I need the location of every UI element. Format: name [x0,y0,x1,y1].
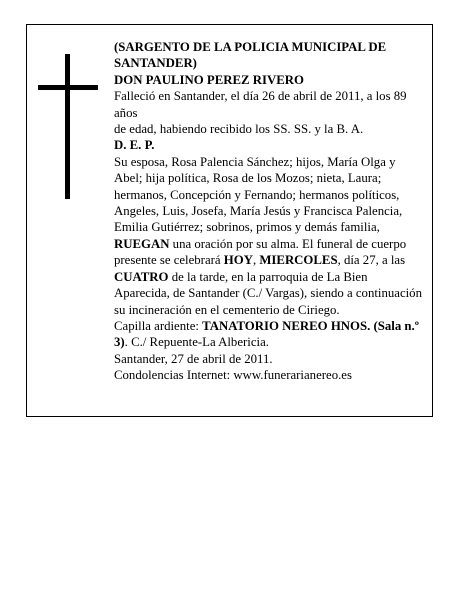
day-text: , día 27, a las [337,253,406,268]
deceased-name: DON PAULINO PEREZ RIVERO [114,72,304,87]
address-text: . C./ Repuente-La Albericia. [124,335,269,350]
hoy-word: HOY [223,253,253,268]
cross-horizontal-bar [38,85,98,90]
funeral-paragraph [114,236,422,318]
condolences-line: Condolencias Internet: www.funerarianereo.es [114,368,352,383]
capilla-line [114,318,422,351]
family-paragraph: Su esposa, Rosa Palencia Sánchez; hijos, María Olga y Abel; hija política, Rosa de los Mozos; nieta, Laura; hermanos, Concepción y Fernando; hermanos políticos, Angeles, Luis, Josefa, María Jesús y Francisca Palencia, Emilia Gutiérrez; sobrinos, primos y demás familia, [114,154,403,235]
cross-icon [38,54,98,199]
funeral-rest-text: de la tarde, en la parroquia de La Bien Aparecida, de Santander (C./ Vargas), siendo a continuación su incineración en el cementerio de Ciriego. [114,269,422,317]
tanatorio-name: TANATORIO NEREO HNOS. (Sala n.º 3) [114,318,419,350]
death-line-2: de edad, habiendo recibido los SS. SS. y la B. A. [114,122,364,137]
dep-heading: D. E. P. [114,138,155,153]
miercoles-word: MIERCOLES [259,253,338,268]
obituary-text [114,39,422,384]
ruegan-word: RUEGAN [114,236,170,251]
death-line-1: Falleció en Santander, el día 26 de abril de 2011, a los 89 años [114,89,407,120]
date-line: Santander, 27 de abril de 2011. [114,351,273,366]
cross-vertical-bar [65,54,70,199]
comma-text: , [252,253,260,268]
prayer-text: una oración por su alma. El funeral de cuerpo presente se celebrará [114,236,407,268]
capilla-label: Capilla ardiente: [114,318,203,333]
rank-heading: (SARGENTO DE LA POLICIA MUNICIPAL DE SANTANDER) [114,40,387,71]
cuatro-word: CUATRO [114,269,169,284]
